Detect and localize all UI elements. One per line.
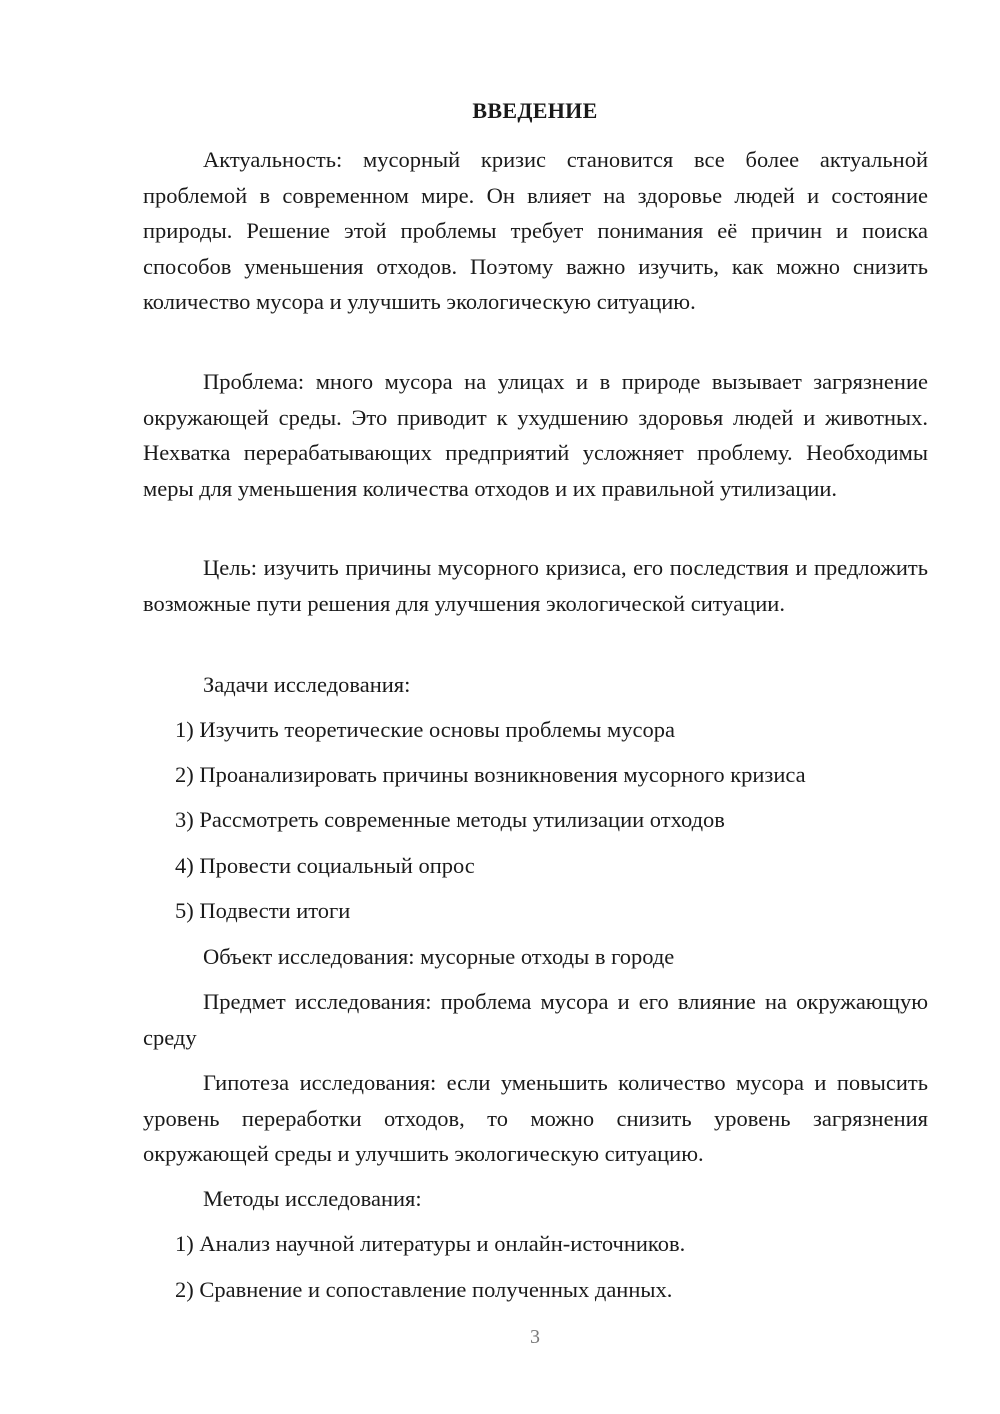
methods-heading: Методы исследования: [203,1186,422,1211]
task-item: 4) Провести социальный опрос [175,853,475,878]
tasks-heading: Задачи исследования: [203,672,411,697]
task-item: 5) Подвести итоги [175,898,351,923]
task-item: 1) Изучить теоретические основы проблемы мусора [175,717,676,742]
problem-paragraph: Проблема: много мусора на улицах и в природе вызывает загрязнение окружающей среды. Это приводит к ухудшению здоровья людей и животных. Нехватка перерабатывающих предприятий усложняет проблему. Необходимы меры для уменьшения количества отходов и их правильной утилизации. [143,369,928,501]
page-number: 3 [530,1326,540,1348]
object-line: Объект исследования: мусорные отходы в городе [203,944,675,969]
method-item: 2) Сравнение и сопоставление полученных данных. [175,1277,673,1302]
hypothesis-paragraph: Гипотеза исследования: если уменьшить количество мусора и повысить уровень переработки отходов, то можно снизить уровень загрязнения окружающей среды и улучшить экологическую ситуацию. [143,1070,928,1166]
subject-paragraph: Предмет исследования: проблема мусора и его влияние на окружающую среду [143,989,928,1050]
method-item: 1) Анализ научной литературы и онлайн-источников. [175,1231,686,1256]
task-item: 2) Проанализировать причины возникновения мусорного кризиса [175,762,806,787]
page-title: ВВЕДЕНИЕ [472,98,598,123]
relevance-paragraph: Актуальность: мусорный кризис становится все более актуальной проблемой в современном мире. Он влияет на здоровье людей и состояние природы. Решение этой проблемы требует понимания её причин и поиска способов уменьшения отходов. Поэтому важно изучить, как можно снизить количество мусора и улучшить экологическую ситуацию. [143,147,928,314]
goal-paragraph: Цель: изучить причины мусорного кризиса, его последствия и предложить возможные пути решения для улучшения экологической ситуации. [143,555,928,616]
task-item: 3) Рассмотреть современные методы утилизации отходов [175,807,725,832]
